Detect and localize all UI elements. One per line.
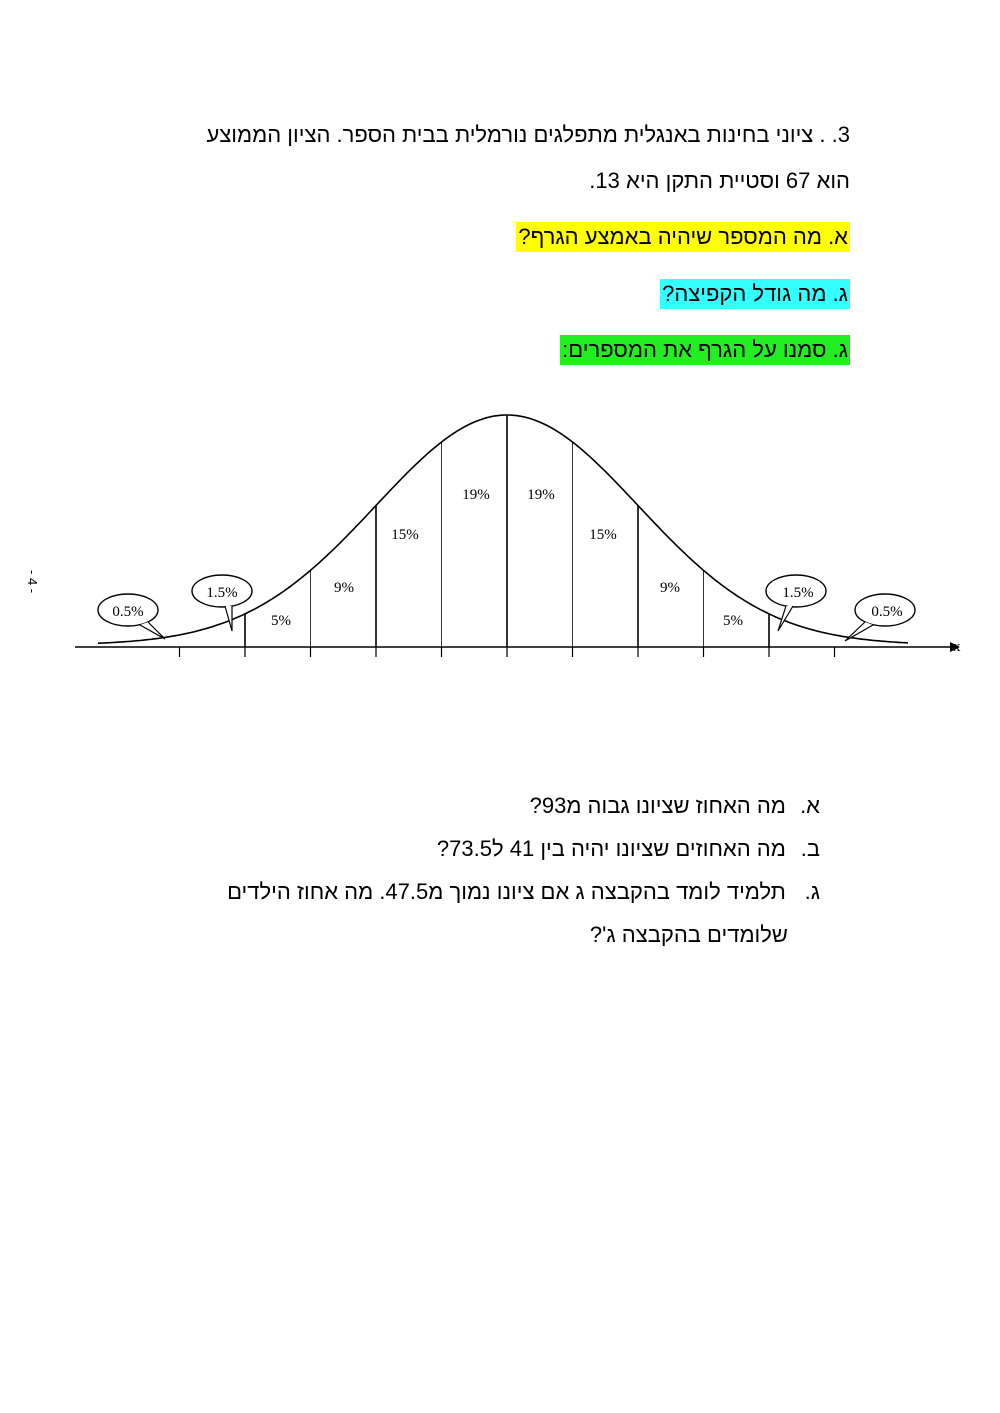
- segment-label-7: 19%: [527, 487, 555, 503]
- sub-question-3: [227, 879, 820, 905]
- part-b-highlight: ג. מה גודל הקפיצה?: [660, 279, 850, 309]
- section-dividers: [245, 415, 769, 647]
- segment-label-10: 5%: [723, 613, 743, 629]
- part-c-highlight: ג. סמנו על הגרף את המספרים:: [560, 335, 850, 365]
- sub-question-2-marker: ב.: [800, 836, 820, 861]
- sub-question-2: [437, 836, 820, 862]
- sub-question-3-marker: ג.: [804, 879, 820, 904]
- sub-question-1-marker: א.: [800, 793, 820, 818]
- segment-label-3: 5%: [271, 613, 291, 629]
- sub-question-1-text: מה האחוז שציונו גבוה מ93?: [529, 793, 786, 818]
- sub-question-1: [530, 793, 820, 819]
- segment-label-8: 15%: [589, 527, 617, 543]
- question-intro-line-1: 3. . ציוני בחינות באנגלית מתפלגים נורמלית בבית הספר. הציון הממוצע: [206, 122, 850, 147]
- segment-label-12: 0.5%: [871, 604, 903, 620]
- sub-question-2-text: מה האחוזים שציונו יהיה בין 41 ל73.5?: [436, 836, 786, 861]
- callout-right-1-5: [766, 575, 826, 631]
- question-intro-line-2: הוא 67 וסטיית התקן היא 13.: [589, 168, 850, 193]
- axis-ticks: [180, 647, 835, 657]
- part-a-highlight: א. מה המספר שיהיה באמצע הגרף?: [516, 222, 850, 252]
- segment-label-9: 9%: [660, 580, 680, 596]
- sub-question-3-text: תלמיד לומד בהקבצה ג אם ציונו נמוך מ47.5. מה אחוז הילדים: [227, 879, 786, 904]
- page-number-side: - 4 -: [25, 570, 40, 594]
- normal-distribution-graph: [0, 385, 1000, 675]
- segment-label-2: 1.5%: [206, 585, 238, 601]
- segment-label-11: 1.5%: [782, 585, 814, 601]
- segment-label-1: 0.5%: [112, 604, 144, 620]
- callout-right-0-5: [845, 594, 915, 641]
- segment-label-5: 15%: [391, 527, 419, 543]
- sub-question-3-continuation: שלומדים בהקבצה ג'?: [589, 922, 788, 947]
- callout-left-0-5: [98, 594, 165, 639]
- segment-label-4: 9%: [334, 580, 354, 596]
- x-axis-label: x: [953, 639, 961, 655]
- segment-label-6: 19%: [462, 487, 490, 503]
